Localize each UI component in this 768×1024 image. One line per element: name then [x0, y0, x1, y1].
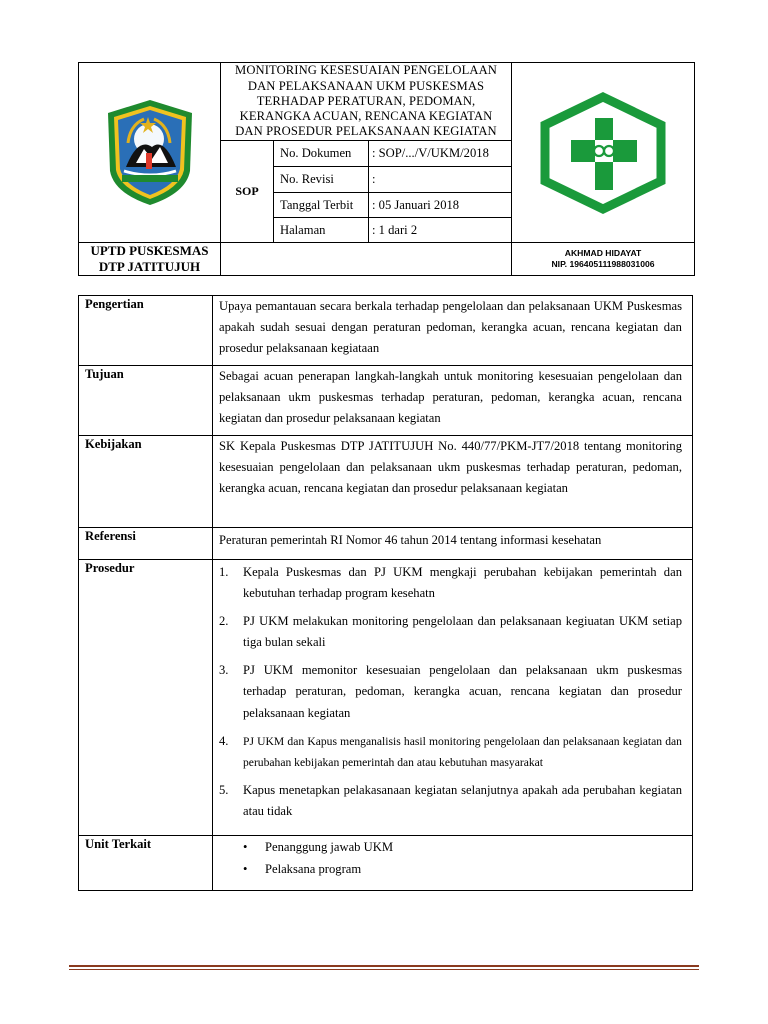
kebijakan-text — [213, 436, 693, 528]
signature-block — [512, 243, 695, 276]
sop-content-table — [78, 295, 693, 891]
sop-header — [78, 62, 695, 276]
puskesmas-cross-logo-icon — [533, 92, 673, 214]
text-line: rencana kegiatan dan prosedur pelaksanaan kegiataan — [219, 320, 682, 355]
section-label: Tujuan — [79, 366, 213, 436]
unit-item — [219, 836, 682, 858]
info-key: No. Dokumen — [274, 141, 369, 167]
referensi-text: Peraturan pemerintah RI Nomor 46 tahun 2014 tentang informasi kesehatan — [213, 528, 693, 560]
text-line: rencana kegiatan dan prosedur pelaksanaan kegiatan — [219, 390, 682, 425]
organization-name — [79, 243, 221, 276]
info-value: : 1 dari 2 — [369, 218, 512, 243]
step-line: terhadap peraturan, pedoman, kerangka acuan, rencana kegiatan dan prosedur — [243, 684, 682, 699]
step-line: Kapus menetapkan pelakasanaan kegiatan selanjutnya apakah ada perubahan — [243, 782, 636, 797]
section-label: Prosedur — [79, 560, 213, 836]
step-number: 5. — [219, 782, 229, 797]
section-label: Kebijakan — [79, 436, 213, 528]
footer-rule — [69, 965, 699, 967]
procedure-step — [219, 611, 682, 654]
row-prosedur — [79, 560, 693, 836]
info-key: Tanggal Terbit — [274, 193, 369, 218]
unit-terkait-list — [213, 835, 693, 890]
regency-crest-icon — [100, 97, 200, 209]
title-line: DAN PROSEDUR PELAKSANAAN KEGIATAN — [235, 124, 497, 139]
step-line: PJ UKM memonitor kesesuaian pengelolaan dan pelaksanaan ukm puskesmas — [243, 663, 682, 678]
row-unit-terkait — [79, 835, 693, 890]
text-line: kegiatan — [525, 481, 568, 495]
title-line: MONITORING KESESUAIAN PENGELOLAAN — [235, 63, 497, 78]
unit-item — [219, 858, 682, 880]
signer-name: AKHMAD HIDAYAT — [564, 248, 642, 258]
step-number: 1. — [219, 565, 229, 579]
step-line: setiap tiga bulan sekali — [243, 614, 682, 650]
title-line: TERHADAP PERATURAN, PEDOMAN, — [256, 93, 476, 108]
info-key: No. Revisi — [274, 167, 369, 193]
text-line: SK Kepala Puskesmas DTP JATITUJUH No. 440/77/PKM-JT7/2018 tentang — [219, 439, 622, 453]
step-line: kebutuhan terhadap program kesehatn — [243, 586, 435, 601]
bullet-icon: • — [243, 861, 248, 876]
procedure-step — [219, 562, 682, 605]
text-line: Upaya pemantauan secara berkala terhadap pengelolaan dan pelaksanaan UKM — [219, 299, 624, 313]
footer-rule-thin — [69, 969, 699, 970]
row-kebijakan — [79, 436, 693, 528]
document-title — [221, 63, 512, 141]
info-value: : SOP/.../V/UKM/2018 — [369, 141, 512, 167]
title-line: KERANGKA ACUAN, RENCANA KEGIATAN — [239, 109, 493, 124]
step-number: 3. — [219, 663, 229, 678]
section-label: Pengertian — [79, 296, 213, 366]
row-referensi — [79, 528, 693, 560]
info-value: : 05 Januari 2018 — [369, 193, 512, 218]
step-line: Kepala Puskesmas dan PJ UKM mengkaji perubahan kebijakan pemerintah dan — [243, 565, 682, 579]
right-logo-cell — [512, 63, 695, 243]
text-line: dan pelaksanaan ukm puskesmas terhadap peraturan, pedoman, kerangka acuan, — [219, 369, 682, 404]
text-line: Puskesmas apakah sudah sesuai dengan peraturan pedoman, kerangka acuan, — [219, 299, 682, 334]
text-line: peraturan, pedoman, kerangka acuan, rencana kegiatan dan prosedur pelaksanaan — [219, 460, 682, 495]
tujuan-text — [213, 366, 693, 436]
org-line: UPTD PUSKESMAS — [90, 243, 209, 258]
row-pengertian — [79, 296, 693, 366]
unit-name: Penanggung jawab UKM — [265, 839, 394, 854]
info-key: Halaman — [274, 218, 369, 243]
step-line: pelaksanaan kegiatan — [243, 705, 351, 720]
info-value: : — [369, 167, 512, 193]
step-number: 2. — [219, 614, 229, 629]
step-line: kegiatan atau tidak — [243, 782, 682, 818]
section-label: Unit Terkait — [79, 835, 213, 890]
bullet-icon: • — [243, 839, 248, 854]
section-label: Referensi — [79, 528, 213, 560]
sop-label: SOP — [221, 141, 274, 243]
procedure-step — [219, 731, 682, 774]
unit-list — [219, 836, 682, 890]
procedure-step — [219, 660, 682, 724]
pengertian-text — [213, 296, 693, 366]
blank-cell — [221, 243, 512, 276]
text-line: Sebagai acuan penerapan langkah-langkah untuk monitoring kesesuaian pengelolaan — [219, 369, 659, 383]
prosedur-steps — [213, 560, 693, 836]
step-line: PJ UKM dan Kapus menganalisis hasil monitoring pengelolaan dan pelaksanaan — [243, 734, 620, 748]
org-line: DTP JATITUJUH — [98, 259, 201, 274]
procedure-list — [219, 560, 682, 835]
signer-nip: NIP. 196405111988031006 — [551, 259, 655, 269]
step-number: 4. — [219, 733, 229, 748]
step-line: PJ UKM melakukan monitoring pengelolaan dan pelaksanaan kegiuatan UKM — [243, 614, 649, 629]
row-tujuan — [79, 366, 693, 436]
unit-name: Pelaksana program — [265, 861, 362, 876]
title-line: DAN PELAKSANAAN UKM PUSKESMAS — [247, 78, 485, 93]
procedure-step — [219, 780, 682, 823]
step-line: kegiatan dan perubahan kebijakan pemerintah dan atau kebutuhan masyarakat — [243, 734, 682, 769]
left-logo-cell — [79, 63, 221, 243]
text-line: monitoring kesesuaian pengelolaan dan pelaksanaan ukm puskesmas terhadap — [219, 439, 682, 474]
